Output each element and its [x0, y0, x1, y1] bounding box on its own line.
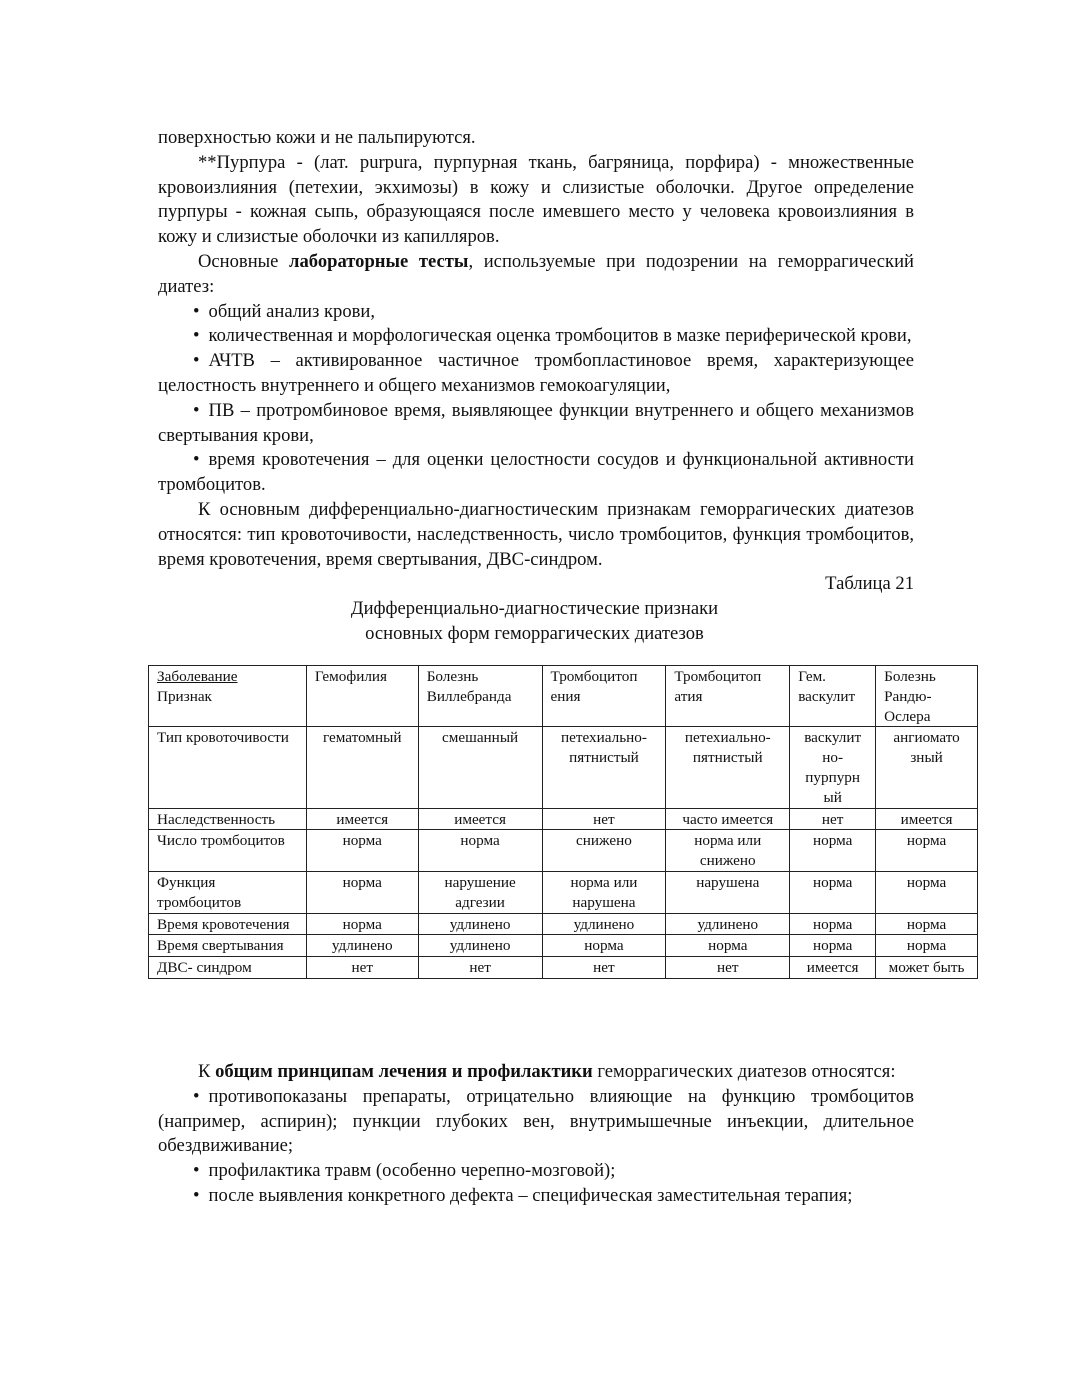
table-cell: норма — [790, 913, 876, 935]
bullet-text: количественная и морфологическая оценка тромбоцитов в мазке периферической крови, — [208, 325, 912, 347]
table-cell: норма — [876, 935, 978, 957]
bullet-icon: • — [193, 399, 200, 421]
table-cell: нет — [542, 808, 666, 830]
paragraph-lab-tests-intro — [158, 250, 914, 300]
table-cell: нарушение адгезии — [418, 871, 542, 913]
table-cell: может быть — [876, 957, 978, 979]
bullet-icon: • — [193, 1160, 200, 1182]
table-cell: имеется — [306, 808, 418, 830]
table-cell: нет — [790, 808, 876, 830]
table-cell: норма — [666, 935, 790, 957]
table-header-row — [149, 666, 978, 727]
row-label: Время кровотечения — [149, 913, 307, 935]
table-cell: гематомный — [306, 727, 418, 808]
table-cell: снижено — [542, 830, 666, 872]
column-header: Гем. васкулит — [790, 666, 876, 727]
table-corner-cell — [149, 666, 307, 727]
table-cell: ангиомато зный — [876, 727, 978, 808]
table-cell: норма или нарушена — [542, 871, 666, 913]
table-row — [149, 913, 978, 935]
bullet-text: ПВ – протромбиновое время, выявляющее функции внутреннего и общего механизмов свертывания крови, — [158, 399, 914, 446]
table-cell: норма — [876, 871, 978, 913]
treatment-intro-start: К — [198, 1061, 216, 1082]
table-cell: часто имеется — [666, 808, 790, 830]
paragraph-treatment-principles — [158, 1060, 914, 1085]
table-cell: нет — [666, 957, 790, 979]
bullet-text: после выявления конкретного дефекта – специфическая заместительная терапия; — [208, 1184, 853, 1206]
table-row — [149, 957, 978, 979]
table-cell: удлинено — [666, 913, 790, 935]
table-cell: норма — [306, 871, 418, 913]
bullet-icon: • — [193, 350, 200, 372]
bullet-item — [158, 300, 914, 325]
table-cell: норма — [418, 830, 542, 872]
column-header: Тромбоцитоп атия — [666, 666, 790, 727]
table-number: Таблица 21 — [825, 573, 914, 595]
lab-tests-intro-end: , используемые при подозрении на геморрагический диатез: — [158, 250, 914, 297]
table-cell: норма — [876, 913, 978, 935]
row-label: ДВС- синдром — [149, 957, 307, 979]
bullet-item — [158, 448, 914, 498]
bullet-item — [158, 324, 914, 349]
row-label: Наследственность — [149, 808, 307, 830]
treatment-bold: общим принципам лечения и профилактики — [215, 1061, 593, 1082]
row-label: Число тромбоцитов — [149, 830, 307, 872]
row-label: Тип кровоточивости — [149, 727, 307, 808]
table-cell: норма — [306, 830, 418, 872]
table-cell: нет — [542, 957, 666, 979]
bullet-text: профилактика травм (особенно черепно-мозговой); — [208, 1160, 616, 1182]
table-cell: норма или снижено — [666, 830, 790, 872]
bullet-item — [158, 1159, 914, 1184]
bullet-item — [158, 399, 914, 449]
table-cell: норма — [790, 830, 876, 872]
treatment-intro-end: геморрагических диатезов относятся: — [592, 1061, 896, 1082]
diagnostic-table — [148, 665, 978, 979]
table-cell: нарушена — [666, 871, 790, 913]
paragraph-purpura-definition: **Пурпура - (лат. purpura, пурпурная ткань, багряница, порфира) - множественные кровоизлияния (петехии, экхимозы) в кожу и слизистые оболочки. Другое определение пурпуры - кожная сыпь, образующаяся после имевшего место у человека кровоизлияния в кожу и слизистые оболочки из капилляров. — [158, 151, 914, 248]
table-cell: петехиально-пятнистый — [542, 727, 666, 808]
row-label: Функция тромбоцитов — [149, 871, 307, 913]
treatment-section — [158, 1060, 914, 1209]
lab-tests-intro-start: Основные — [198, 250, 290, 272]
table-cell: удлинено — [542, 913, 666, 935]
table-row — [149, 935, 978, 957]
diagnostic-table-container — [148, 665, 978, 979]
table-cell: удлинено — [418, 913, 542, 935]
table-cell: нет — [306, 957, 418, 979]
table-cell: удлинено — [306, 935, 418, 957]
table-cell: имеется — [418, 808, 542, 830]
bullet-text: общий анализ крови, — [208, 300, 375, 322]
corner-disease-label: Заболевание — [157, 668, 238, 685]
table-cell: норма — [306, 913, 418, 935]
document-body — [158, 126, 914, 647]
table-row — [149, 830, 978, 872]
bullet-icon: • — [193, 449, 200, 471]
table-caption-line1: Дифференциально-диагностические признаки — [350, 598, 719, 620]
paragraph-diagnostic-signs: К основным дифференциально-диагностическим признакам геморрагических диатезов относятся: тип кровоточивости, наследственность, число тромбоцитов, функция тромбоцитов, время кровотечения, время свертывания, ДВС-синдром. — [158, 498, 914, 570]
table-cell: имеется — [790, 957, 876, 979]
row-label: Время свертывания — [149, 935, 307, 957]
bullet-item — [158, 349, 914, 399]
column-header: Гемофилия — [306, 666, 418, 727]
paragraph-continuation: поверхностью кожи и не пальпируются. — [158, 127, 476, 148]
table-cell: смешанный — [418, 727, 542, 808]
table-cell: васкулит но-пурпурн ый — [790, 727, 876, 808]
table-cell: петехиально-пятнистый — [666, 727, 790, 808]
table-row — [149, 727, 978, 808]
bullet-icon: • — [193, 1184, 200, 1206]
table-row — [149, 871, 978, 913]
table-cell: норма — [790, 935, 876, 957]
bullet-icon: • — [193, 1085, 200, 1107]
table-cell: норма — [542, 935, 666, 957]
lab-tests-bold: лабораторные тесты — [289, 250, 469, 272]
bullet-text: АЧТВ – активированное частичное тромбопластиновое время, характеризующее целостность внутреннего и общего механизмов гемокоагуляции, — [158, 350, 914, 396]
column-header: Болезнь Виллебранда — [418, 666, 542, 727]
bullet-icon: • — [193, 325, 200, 347]
bullet-text: время кровотечения – для оценки целостности сосудов и функциональной активности тромбоцитов. — [158, 449, 914, 496]
bullet-icon: • — [193, 300, 200, 322]
table-cell: норма — [876, 830, 978, 872]
table-cell: нет — [418, 957, 542, 979]
table-cell: удлинено — [418, 935, 542, 957]
bullet-item — [158, 1085, 914, 1159]
bullet-item — [158, 1184, 914, 1209]
table-row — [149, 808, 978, 830]
column-header: Тромбоцитоп ения — [542, 666, 666, 727]
column-header: Болезнь Рандю-Ослера — [876, 666, 978, 727]
table-cell: норма — [790, 871, 876, 913]
table-cell: имеется — [876, 808, 978, 830]
corner-sign-label: Признак — [157, 687, 212, 705]
table-caption-line2: основных форм геморрагических диатезов — [365, 622, 704, 644]
bullet-text: противопоказаны препараты, отрицательно влияющие на функцию тромбоцитов (например, аспирин); пункции глубоких вен, внутримышечные инъекции, длительное обездвиживание; — [158, 1085, 914, 1157]
